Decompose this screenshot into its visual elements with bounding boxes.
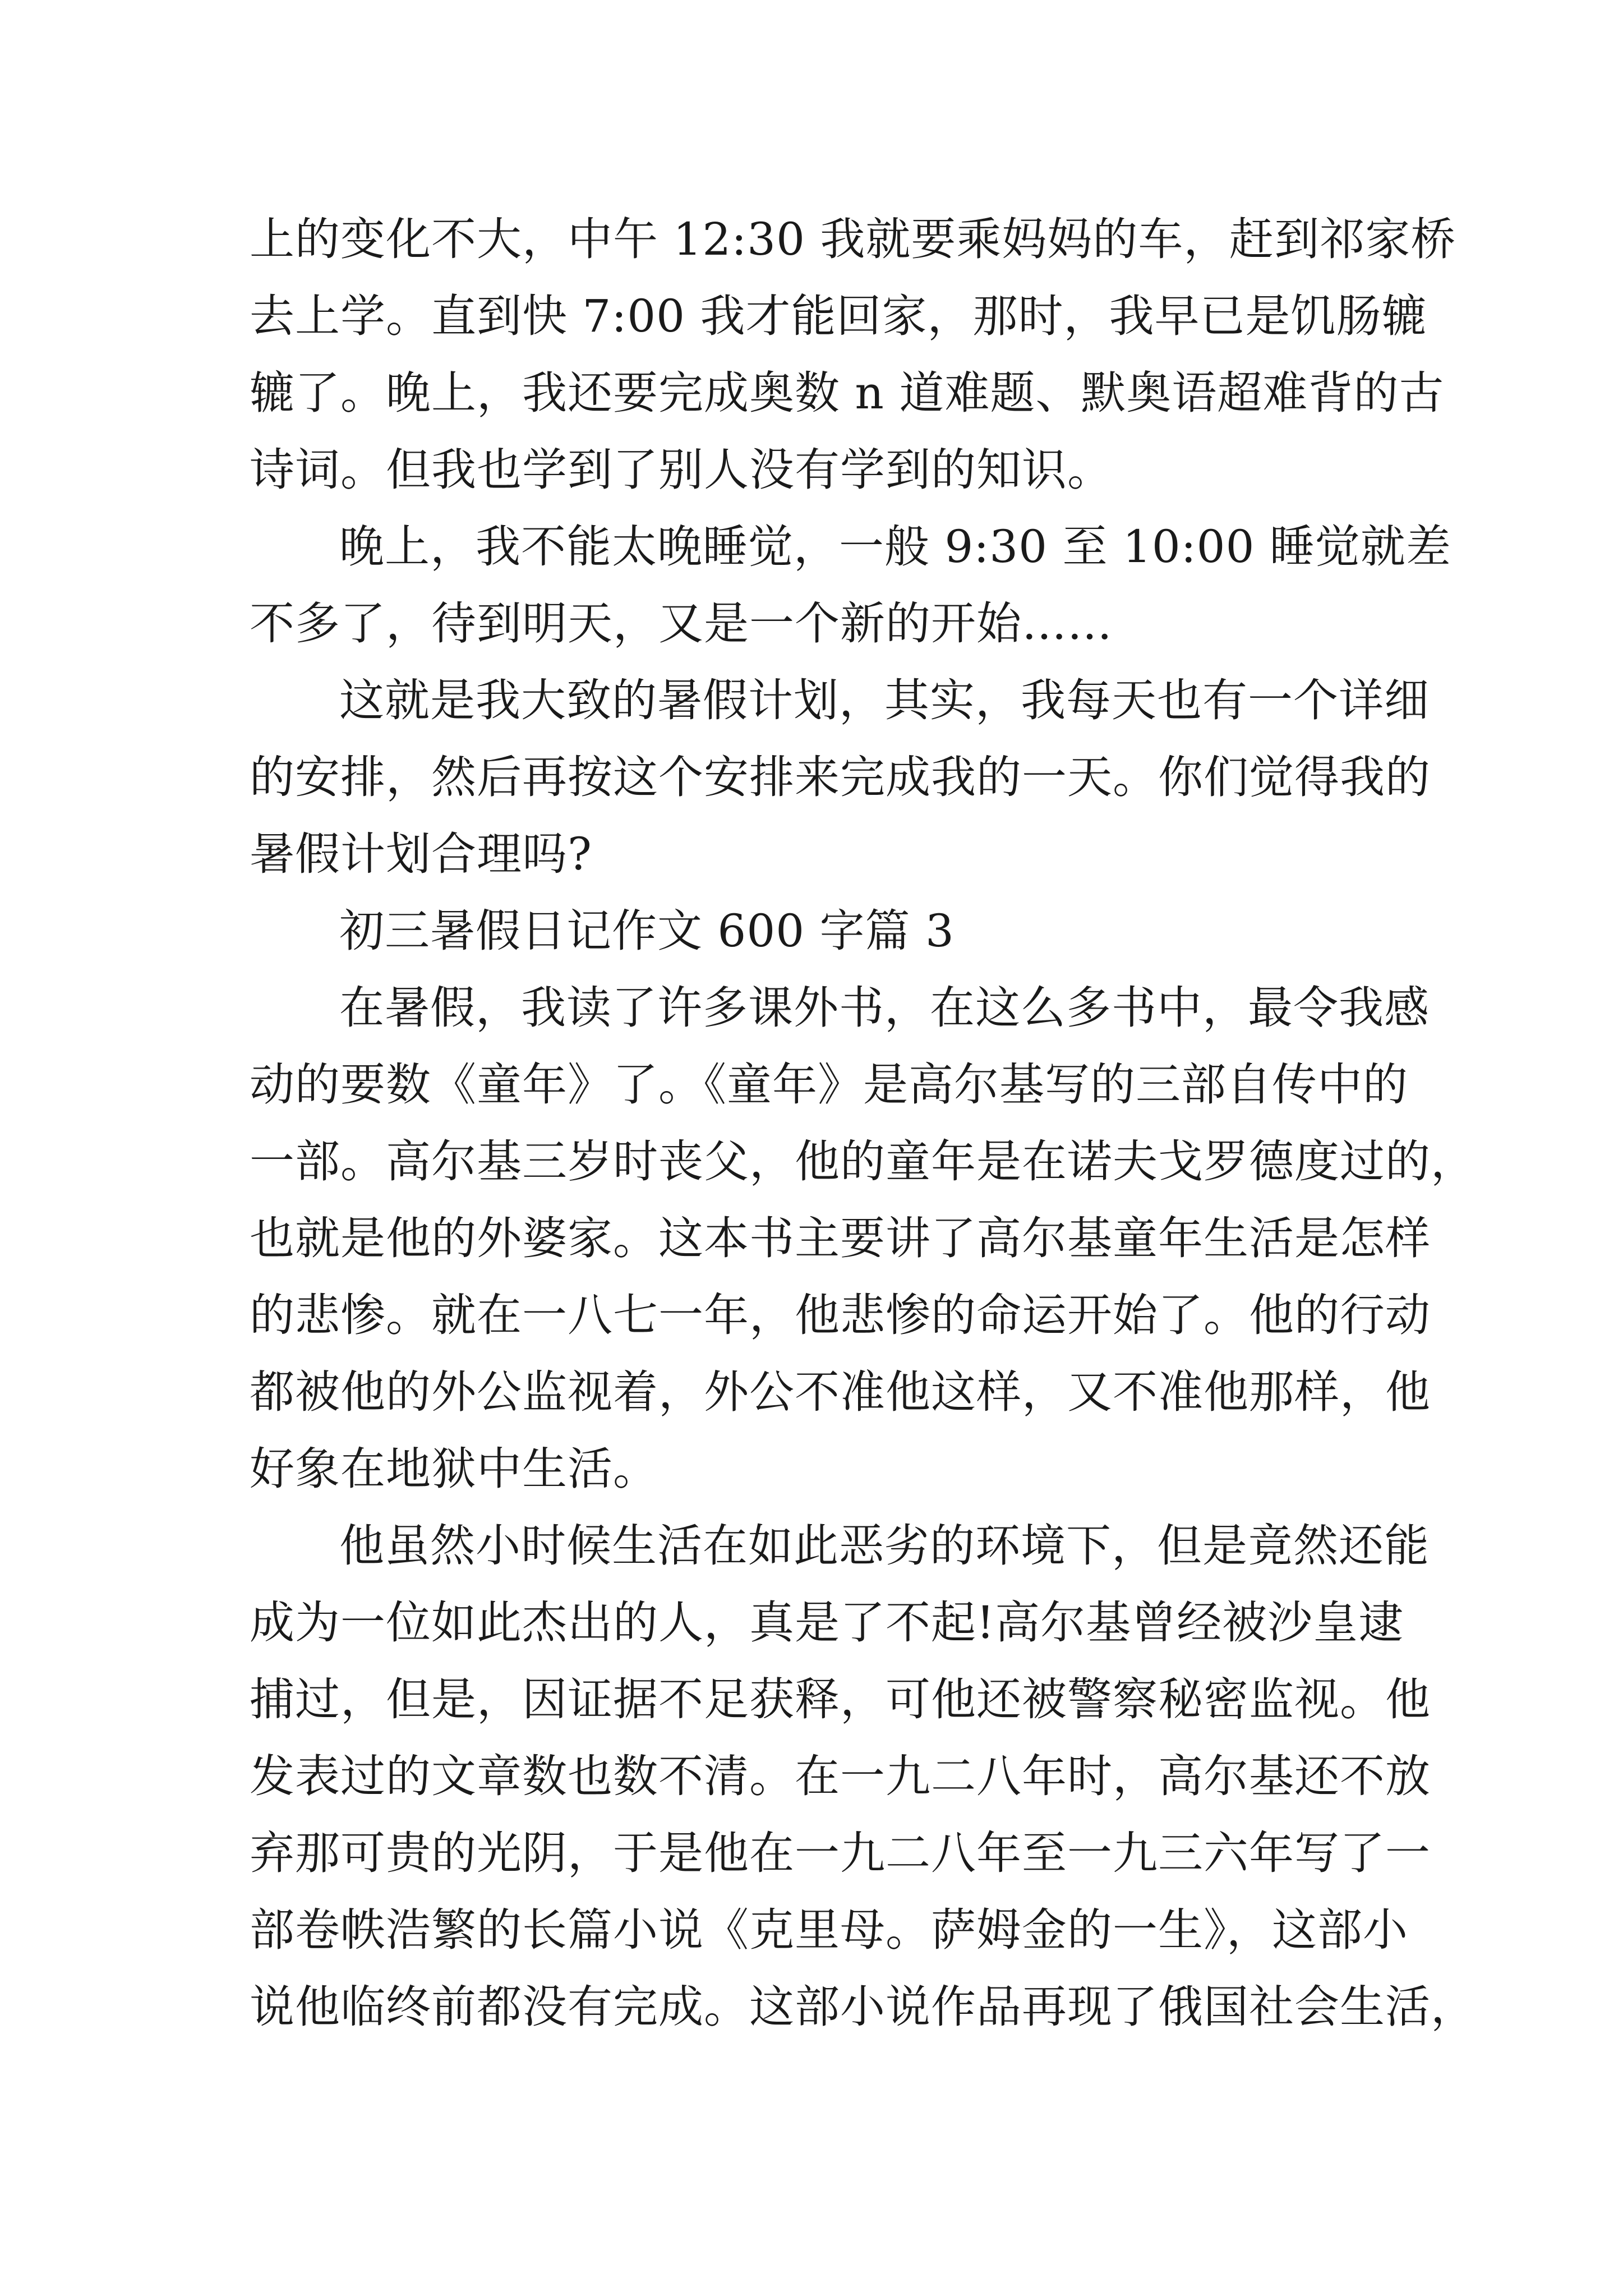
text-line: 晚上，我不能太晚睡觉，一般 9:30 至 10:00 睡觉就差 (339, 521, 1451, 573)
text-line: 的安排，然后再按这个安排来完成我的一天。你们觉得我的 (250, 751, 1431, 803)
text-line: 这就是我大致的暑假计划，其实，我每天也有一个详细 (339, 674, 1430, 726)
text-line: 一部。高尔基三岁时丧父，他的童年是在诺夫戈罗德度过的， (250, 1135, 1476, 1188)
text-line: 在暑假，我读了许多课外书，在这么多书中，最令我感 (339, 982, 1430, 1034)
text-line: 去上学。直到快 7:00 我才能回家，那时，我早已是饥肠辘 (250, 290, 1427, 342)
text-line: 上的变化不大，中午 12:30 我就要乘妈妈的车，赶到祁家桥 (250, 213, 1456, 265)
paragraph-5 (250, 1507, 1476, 2045)
paragraph-4 (250, 969, 1476, 1507)
section-heading (250, 892, 1377, 969)
text-line: 好象在地狱中生活。 (250, 1443, 658, 1495)
text-line: 弃那可贵的光阴，于是他在一九二八年至一九三六年写了一 (250, 1827, 1431, 1879)
text-line: 捕过，但是，因证据不足获释，可他还被警察秘密监视。他 (250, 1673, 1431, 1726)
paragraph-3 (250, 662, 1431, 892)
text-line: 他虽然小时候生活在如此恶劣的环境下，但是竟然还能 (339, 1520, 1430, 1572)
text-line: 成为一位如此杰出的人，真是了不起!高尔基曾经被沙皇逮 (250, 1596, 1404, 1649)
text-line: 都被他的外公监视着，外公不准他这样，又不准他那样，他 (250, 1366, 1431, 1418)
paragraph-1 (250, 201, 1456, 508)
text-line: 发表过的文章数也数不清。在一九二八年时，高尔基还不放 (250, 1750, 1431, 1802)
text-line: 暑假计划合理吗? (250, 828, 592, 880)
text-line: 部卷帙浩繁的长篇小说《克里母。萨姆金的一生》，这部小 (250, 1904, 1408, 1956)
document-body (250, 201, 1476, 2045)
text-line: 的悲惨。就在一八七一年，他悲惨的命运开始了。他的行动 (250, 1289, 1431, 1341)
text-line: 也就是他的外婆家。这本书主要讲了高尔基童年生活是怎样 (250, 1212, 1431, 1264)
text-line: 动的要数《童年》了。《童年》是高尔基写的三部自传中的 (250, 1059, 1408, 1111)
text-line: 不多了，待到明天，又是一个新的开始…… (250, 597, 1113, 650)
section-heading-text: 初三暑假日记作文 600 字篇 3 (339, 905, 955, 957)
text-line: 诗词。但我也学到了别人没有学到的知识。 (250, 444, 1113, 496)
text-line: 说他临终前都没有完成。这部小说作品再现了俄国社会生活， (250, 1981, 1476, 2033)
text-line: 辘了。晚上，我还要完成奥数 n 道难题、默奥语超难背的古 (250, 367, 1445, 419)
paragraph-2 (250, 508, 1451, 662)
